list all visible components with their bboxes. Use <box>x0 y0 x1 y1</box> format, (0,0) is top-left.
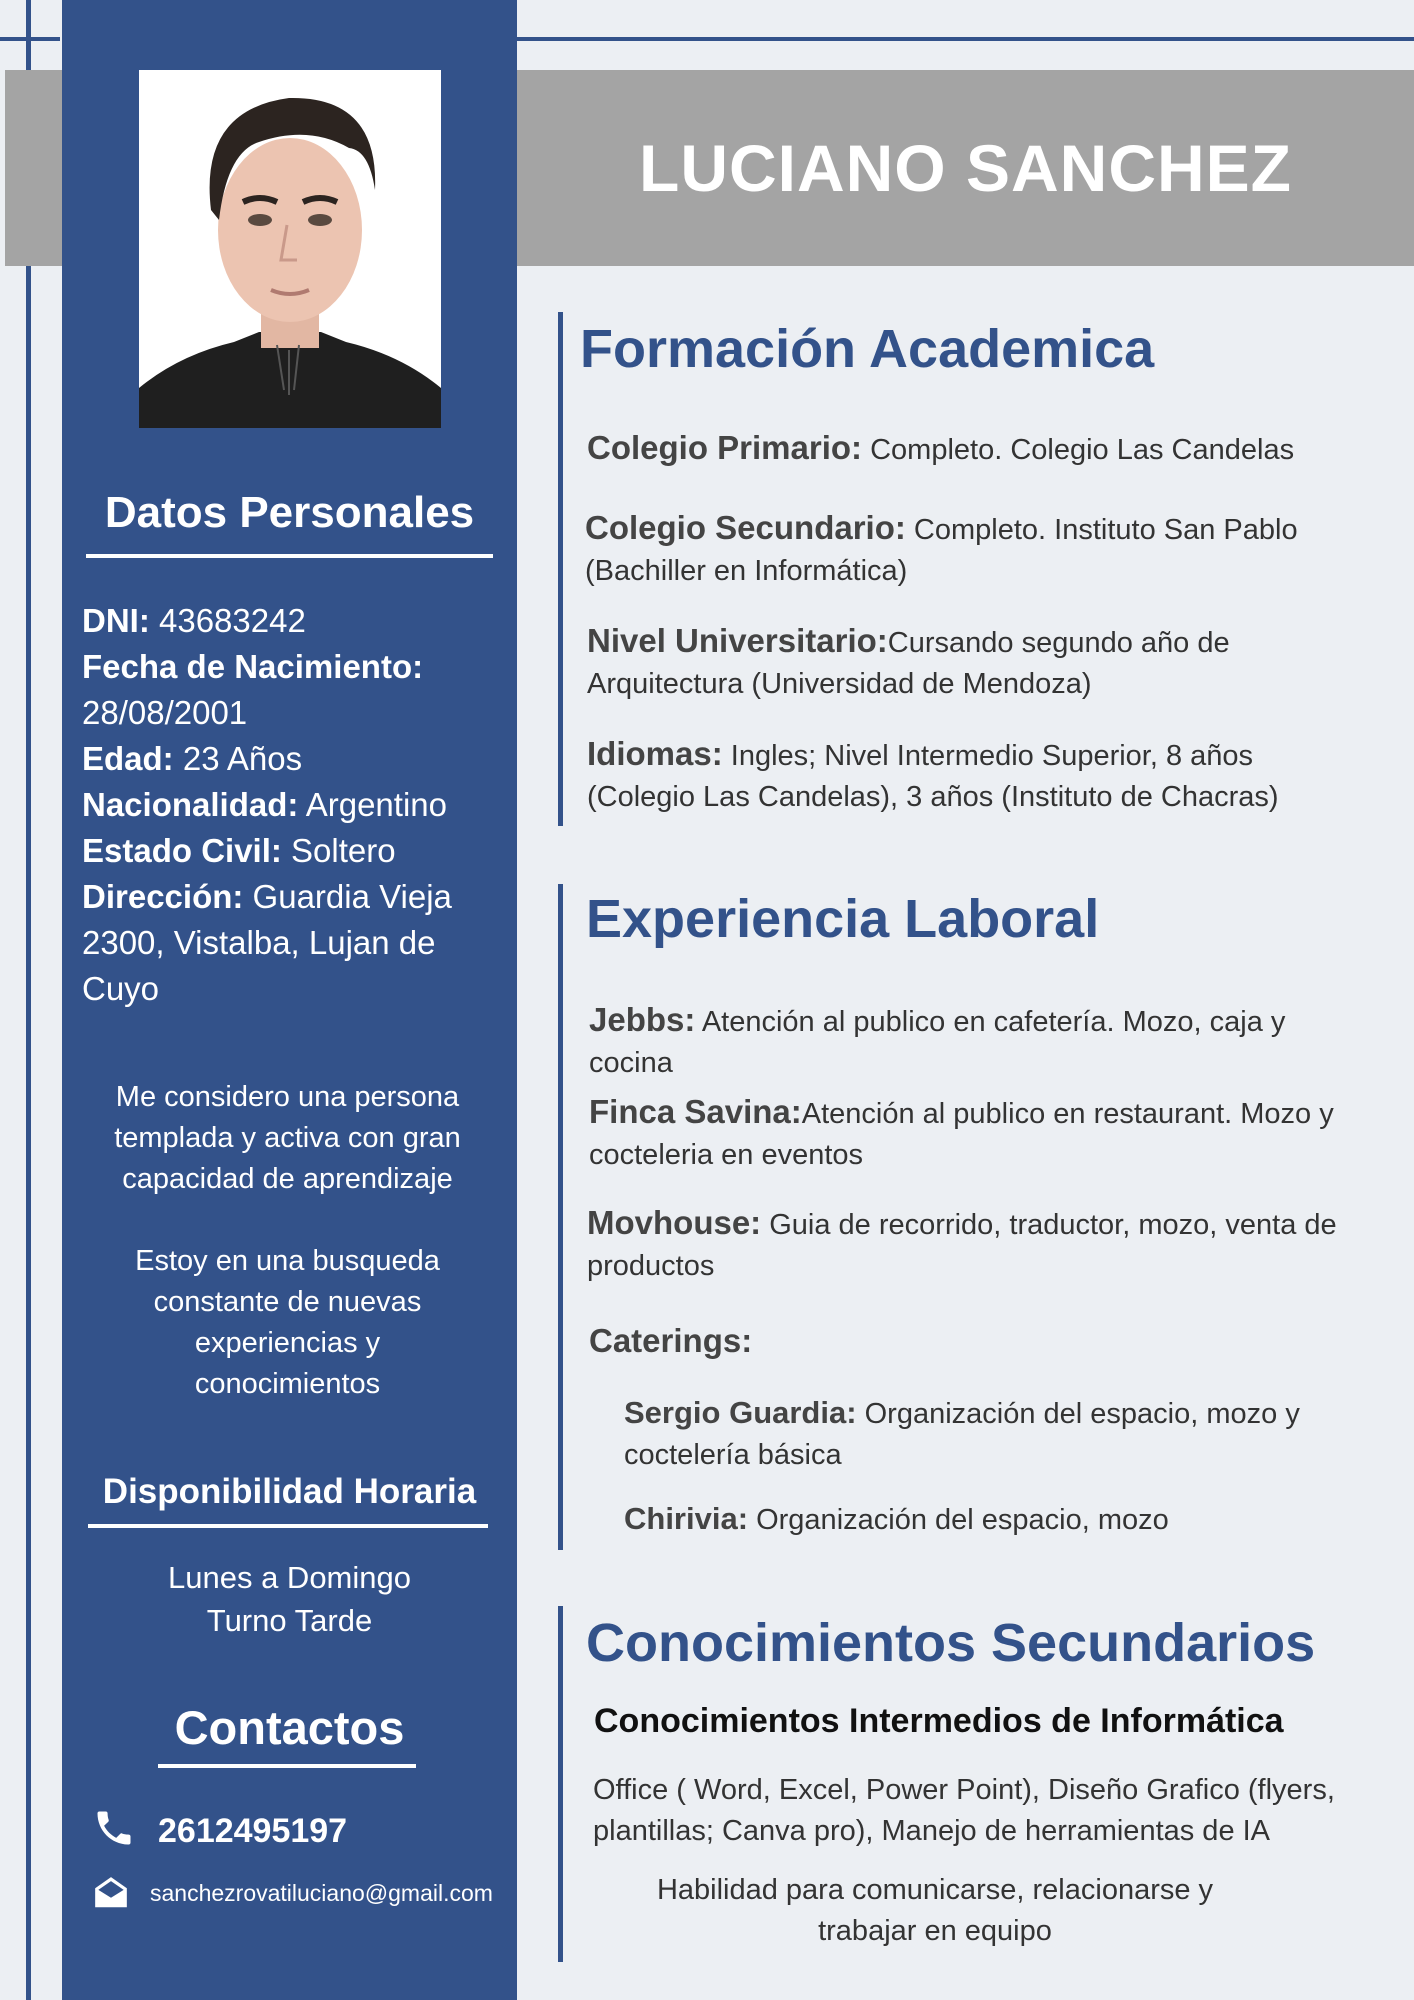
catering-item-sergio-guardia: Sergio Guardia: Organización del espacio, mozo y coctelería básica <box>624 1395 1300 1471</box>
availability-days: Lunes a Domingo <box>168 1560 411 1595</box>
personal-heading-rule <box>86 554 493 558</box>
contacts-rule <box>158 1764 416 1768</box>
caterings-label: Caterings: <box>589 1322 753 1359</box>
field-address: Dirección: Guardia Vieja 2300, Vistalba, Lujan de Cuyo <box>82 878 452 1007</box>
skills-rule <box>558 1606 563 1962</box>
education-rule <box>558 312 563 826</box>
education-item-secondary: Colegio Secundario: Completo. Instituto San Pablo (Bachiller en Informática) <box>585 509 1298 587</box>
portrait-icon <box>139 70 441 428</box>
personal-heading: Datos Personales <box>104 488 475 537</box>
field-nationality: Nacionalidad: Argentino <box>82 786 447 823</box>
catering-item-chirivia: Chirivia: Organización del espacio, mozo <box>624 1501 1169 1536</box>
contacts-heading: Contactos <box>174 1701 405 1754</box>
email-address[interactable]: sanchezrovatiluciano@gmail.com <box>150 1880 493 1906</box>
skills-subheading: Conocimientos Intermedios de Informática <box>594 1702 1284 1740</box>
experience-heading: Experiencia Laboral <box>586 889 1100 949</box>
personal-fields <box>82 598 502 1012</box>
experience-item-movhouse: Movhouse: Guia de recorrido, traductor, mozo, venta de productos <box>587 1204 1337 1282</box>
skills-text-computing: Office ( Word, Excel, Power Point), Diseño Grafico (flyers, plantillas; Canva pro), Manejo de herramientas de IA <box>593 1774 1335 1847</box>
availability-shift: Turno Tarde <box>206 1603 373 1638</box>
full-name: LUCIANO SANCHEZ <box>639 131 1292 205</box>
field-marital-status: Estado Civil: Soltero <box>82 832 396 869</box>
field-birthdate: Fecha de Nacimiento: 28/08/2001 <box>82 648 424 731</box>
left-accent-line <box>26 0 31 2000</box>
education-item-primary: Colegio Primario: Completo. Colegio Las Candelas <box>587 429 1295 466</box>
experience-item-finca-savina: Finca Savina:Atención al publico en restaurant. Mozo y cocteleria en eventos <box>589 1093 1334 1171</box>
availability-rule <box>88 1524 488 1528</box>
field-dni: DNI: 43683242 <box>82 602 306 639</box>
skills-text-soft: Habilidad para comunicarse, relacionarse y trabajar en equipo <box>656 1874 1214 1947</box>
phone-number[interactable]: 2612495197 <box>158 1812 348 1850</box>
education-item-languages: Idiomas: Ingles; Nivel Intermedio Superior, 8 años (Colegio Las Candelas), 3 años (Instituto de Chacras) <box>587 735 1279 813</box>
envelope-icon <box>92 1874 130 1912</box>
top-accent-line-right <box>516 37 1414 41</box>
grey-banner-left <box>5 70 63 266</box>
top-accent-line-left <box>0 37 60 41</box>
experience-rule <box>558 884 563 1550</box>
phone-icon <box>92 1806 136 1850</box>
field-age: Edad: 23 Años <box>82 740 303 777</box>
availability-heading: Disponibilidad Horaria <box>102 1472 477 1511</box>
about-text-2: Estoy en una busqueda constante de nuevas experiencias y conocimientos <box>135 1245 440 1400</box>
education-item-university: Nivel Universitario:Cursando segundo año de Arquitectura (Universidad de Mendoza) <box>587 622 1230 700</box>
about-text-1: Me considero una persona templada y activa con gran capacidad de aprendizaje <box>114 1081 461 1195</box>
skills-heading: Conocimientos Secundarios <box>586 1613 1316 1673</box>
education-heading: Formación Academica <box>580 319 1155 379</box>
experience-item-jebbs: Jebbs: Atención al publico en cafetería. Mozo, caja y cocina <box>589 1001 1286 1079</box>
profile-photo <box>139 70 441 428</box>
